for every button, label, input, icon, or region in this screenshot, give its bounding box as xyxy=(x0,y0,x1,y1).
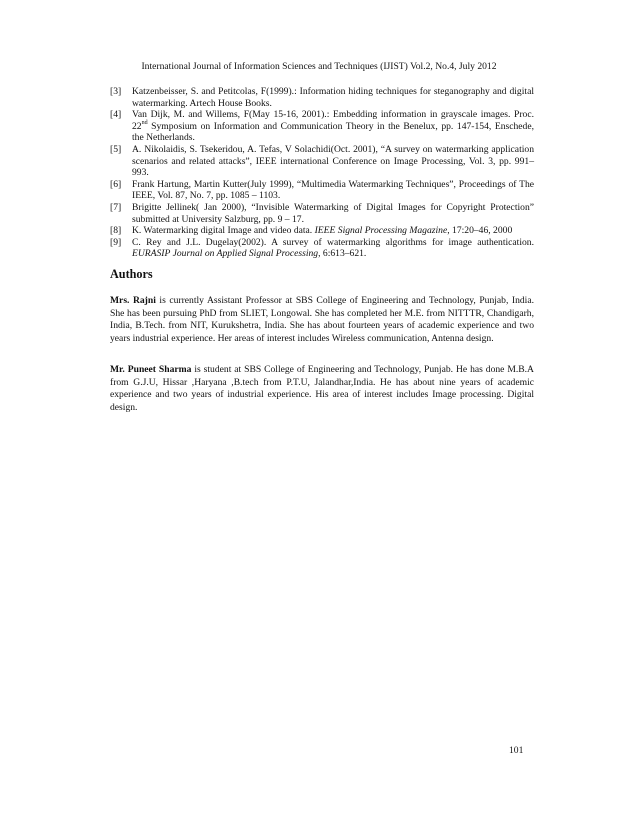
reference-item xyxy=(110,225,534,237)
journal-name: IEEE Signal Processing Magazine xyxy=(314,225,448,237)
reference-number: [3] xyxy=(110,86,122,97)
ordinal-superscript: nd xyxy=(141,119,148,126)
reference-number: [9] xyxy=(110,236,122,248)
reference-text xyxy=(132,237,534,260)
running-header: International Journal of Information Sciences and Techniques (IJIST) Vol.2, No.4, July 2012 xyxy=(141,61,497,72)
journal-name: EURASIP Journal on Applied Signal Processing xyxy=(132,248,319,260)
reference-text: Katzenbeisser, S. and Petitcolas, F(1999).: Information hiding techniques for steganography and digital watermarking. Artech House Books. xyxy=(132,86,534,109)
author-bio-puneet-sharma xyxy=(110,364,534,414)
reference-text xyxy=(132,109,534,144)
reference-text: Frank Hartung, Martin Kutter(July 1999), “Multimedia Watermarking Techniques”, Proceedings of The IEEE, Vol. 87, No. 7, pp. 1085 – 1103. xyxy=(132,178,534,202)
reference-item xyxy=(110,179,534,202)
author-name: Mrs. Rajni xyxy=(110,295,156,306)
reference-text-part: C. Rey and J.L. Dugelay(2002). A survey of watermarking algorithms for image authentication. xyxy=(132,236,534,248)
reference-text-part: Van Dijk, M. and Willems, F(May 15-16, 2001).: Embedding information in grayscale images. Proc. 22 xyxy=(132,109,534,132)
reference-list xyxy=(110,86,534,260)
reference-text-part: , 17:20–46, 2000 xyxy=(447,225,513,237)
reference-number: [6] xyxy=(110,178,122,190)
reference-item xyxy=(110,109,534,144)
reference-number: [5] xyxy=(110,143,122,155)
reference-item xyxy=(110,237,534,260)
reference-number: [8] xyxy=(110,225,122,237)
author-bio-text: is student at SBS College of Engineering and Technology, Punjab. He has done M.B.A from G.J.U, Hissar ,Haryana ,B.tech from P.T.U, Jalandhar,India. He has about nine years of academic experience and two years of industrial experience. His area of interest includes Image processing. Digital design. xyxy=(110,364,534,413)
reference-item xyxy=(110,86,534,109)
page-number: 101 xyxy=(509,745,524,756)
reference-number: [4] xyxy=(110,109,122,121)
reference-text-part: Symposium on Information and Communication Theory in the Benelux, pp. 147-154, Enschede, the Netherlands. xyxy=(132,120,534,144)
reference-text-part: K. Watermarking digital Image and video data. xyxy=(132,225,315,237)
reference-text xyxy=(132,225,534,237)
reference-text-part: , 6:613–621. xyxy=(318,248,367,260)
author-bio-rajni xyxy=(110,295,534,345)
reference-item xyxy=(110,144,534,179)
reference-text: A. Nikolaidis, S. Tsekeridou, A. Tefas, V Solachidi(Oct. 2001), “A survey on watermarking application scenarios and related attacks”, IEEE international Conference on Image Processing, Vol. 3, pp. 991– 993. xyxy=(132,143,534,179)
author-bio-text: is currently Assistant Professor at SBS College of Engineering and Technology, Punjab, India. She has been pursuing PhD from SLIET, Longowal. She has completed her M.E. from NITTTR, Chandigarh, India, B.Tech. from NIT, Kurukshetra, India. She has about fourteen years of academic experience and two years industrial experience. Her areas of interest includes Wireless communication, Antenna design. xyxy=(110,295,535,344)
authors-heading: Authors xyxy=(110,267,153,281)
reference-text: Brigitte Jellinek( Jan 2000), “Invisible Watermarking of Digital Images for Copyright Protection” submitted at University Salzburg, pp. 9 – 17. xyxy=(132,201,534,225)
reference-number: [7] xyxy=(110,201,122,213)
reference-item xyxy=(110,202,534,225)
author-name: Mr. Puneet Sharma xyxy=(110,364,192,375)
